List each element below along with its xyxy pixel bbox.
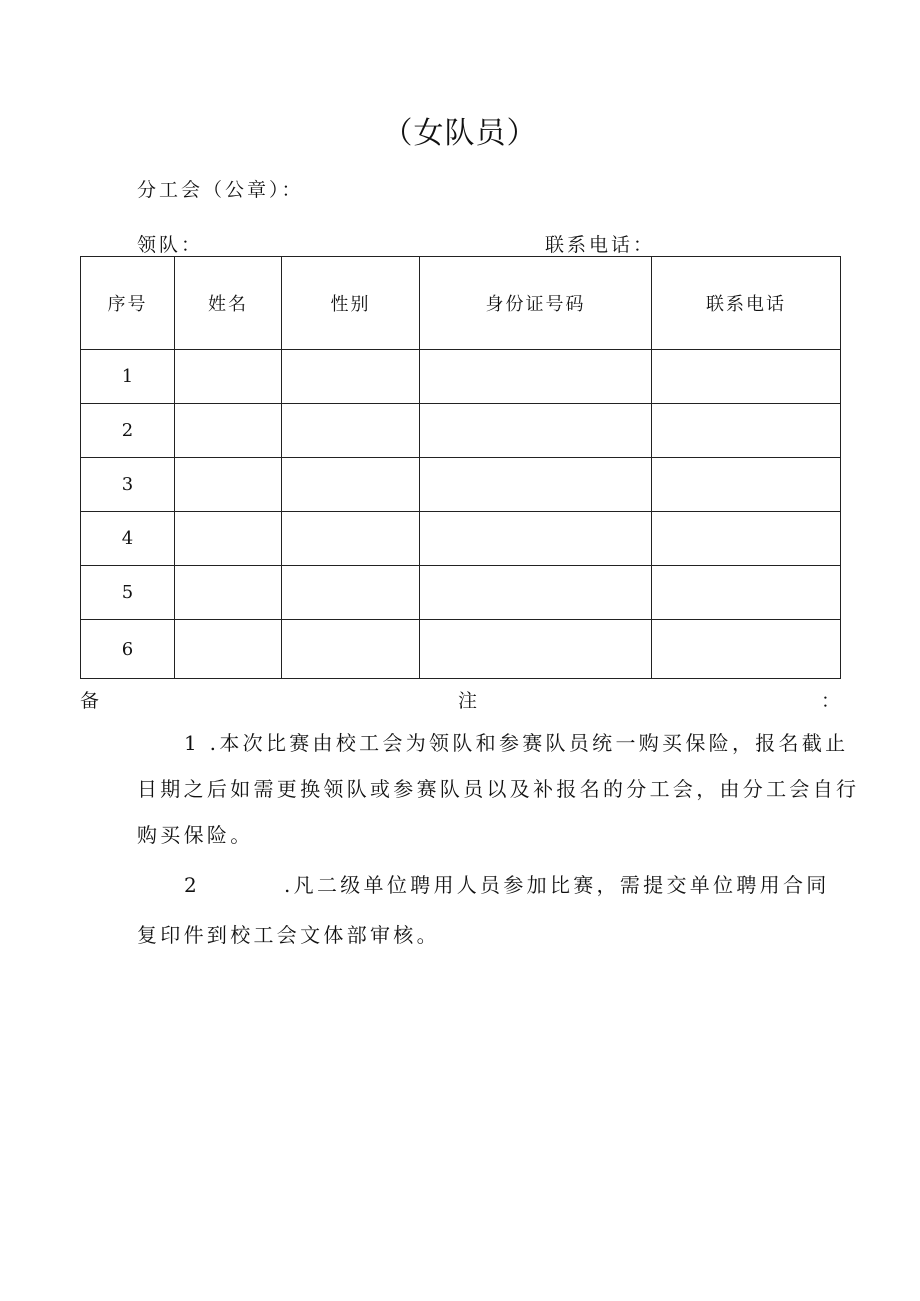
id-number-cell bbox=[420, 350, 652, 404]
id-number-cell bbox=[420, 404, 652, 458]
table-row bbox=[81, 350, 841, 404]
phone-cell bbox=[652, 620, 841, 679]
table-row bbox=[81, 458, 841, 512]
gender-cell bbox=[282, 350, 420, 404]
row-number: 5 bbox=[81, 566, 175, 620]
team-leader-label: 领队： bbox=[137, 234, 204, 256]
remarks-char-2: 注 bbox=[458, 690, 478, 712]
note-2-line-2: 复印件到校工会文体部审核。 bbox=[137, 923, 440, 947]
header-contact-phone: 联系电话 bbox=[652, 257, 841, 350]
remarks-heading bbox=[80, 686, 840, 712]
name-cell bbox=[175, 620, 282, 679]
branch-union-label: 分工会（公章）： bbox=[137, 179, 304, 201]
name-cell bbox=[175, 458, 282, 512]
gender-cell bbox=[282, 458, 420, 512]
name-cell bbox=[175, 350, 282, 404]
row-number: 2 bbox=[81, 404, 175, 458]
note-1 bbox=[137, 720, 860, 858]
id-number-cell bbox=[420, 620, 652, 679]
table-row bbox=[81, 404, 841, 458]
header-name: 姓名 bbox=[175, 257, 282, 350]
contact-phone-label: 联系电话： bbox=[545, 234, 656, 256]
gender-cell bbox=[282, 512, 420, 566]
gender-cell bbox=[282, 566, 420, 620]
phone-cell bbox=[652, 566, 841, 620]
phone-cell bbox=[652, 404, 841, 458]
name-cell bbox=[175, 566, 282, 620]
gender-cell bbox=[282, 404, 420, 458]
note-2 bbox=[137, 862, 830, 908]
id-number-cell bbox=[420, 566, 652, 620]
remarks-char-1: 备 bbox=[80, 690, 100, 712]
remarks-colon: ： bbox=[820, 690, 840, 712]
note-1-line-2: 日期之后如需更换领队或参赛队员以及补报名的分工会，由分工会自行 bbox=[137, 777, 860, 801]
phone-cell bbox=[652, 350, 841, 404]
row-number: 3 bbox=[81, 458, 175, 512]
header-serial-number: 序号 bbox=[81, 257, 175, 350]
gender-cell bbox=[282, 620, 420, 679]
row-number: 6 bbox=[81, 620, 175, 679]
row-number: 1 bbox=[81, 350, 175, 404]
table-row bbox=[81, 512, 841, 566]
note-1-line-1: 1 .本次比赛由校工会为领队和参赛队员统一购买保险，报名截止 bbox=[184, 731, 849, 755]
header-gender: 性别 bbox=[282, 257, 420, 350]
note-1-line-3: 购买保险。 bbox=[137, 823, 254, 847]
note-2-line-1: .凡二级单位聘用人员参加比赛，需提交单位聘用合同 bbox=[284, 873, 830, 897]
table-row bbox=[81, 566, 841, 620]
row-number: 4 bbox=[81, 512, 175, 566]
note-2-number: 2 bbox=[184, 873, 201, 897]
page-title: （女队员） bbox=[382, 116, 538, 151]
phone-cell bbox=[652, 512, 841, 566]
name-cell bbox=[175, 404, 282, 458]
phone-cell bbox=[652, 458, 841, 512]
roster-table bbox=[80, 256, 841, 679]
table-row bbox=[81, 620, 841, 679]
id-number-cell bbox=[420, 458, 652, 512]
header-id-number: 身份证号码 bbox=[420, 257, 652, 350]
id-number-cell bbox=[420, 512, 652, 566]
name-cell bbox=[175, 512, 282, 566]
table-header-row bbox=[81, 257, 841, 350]
